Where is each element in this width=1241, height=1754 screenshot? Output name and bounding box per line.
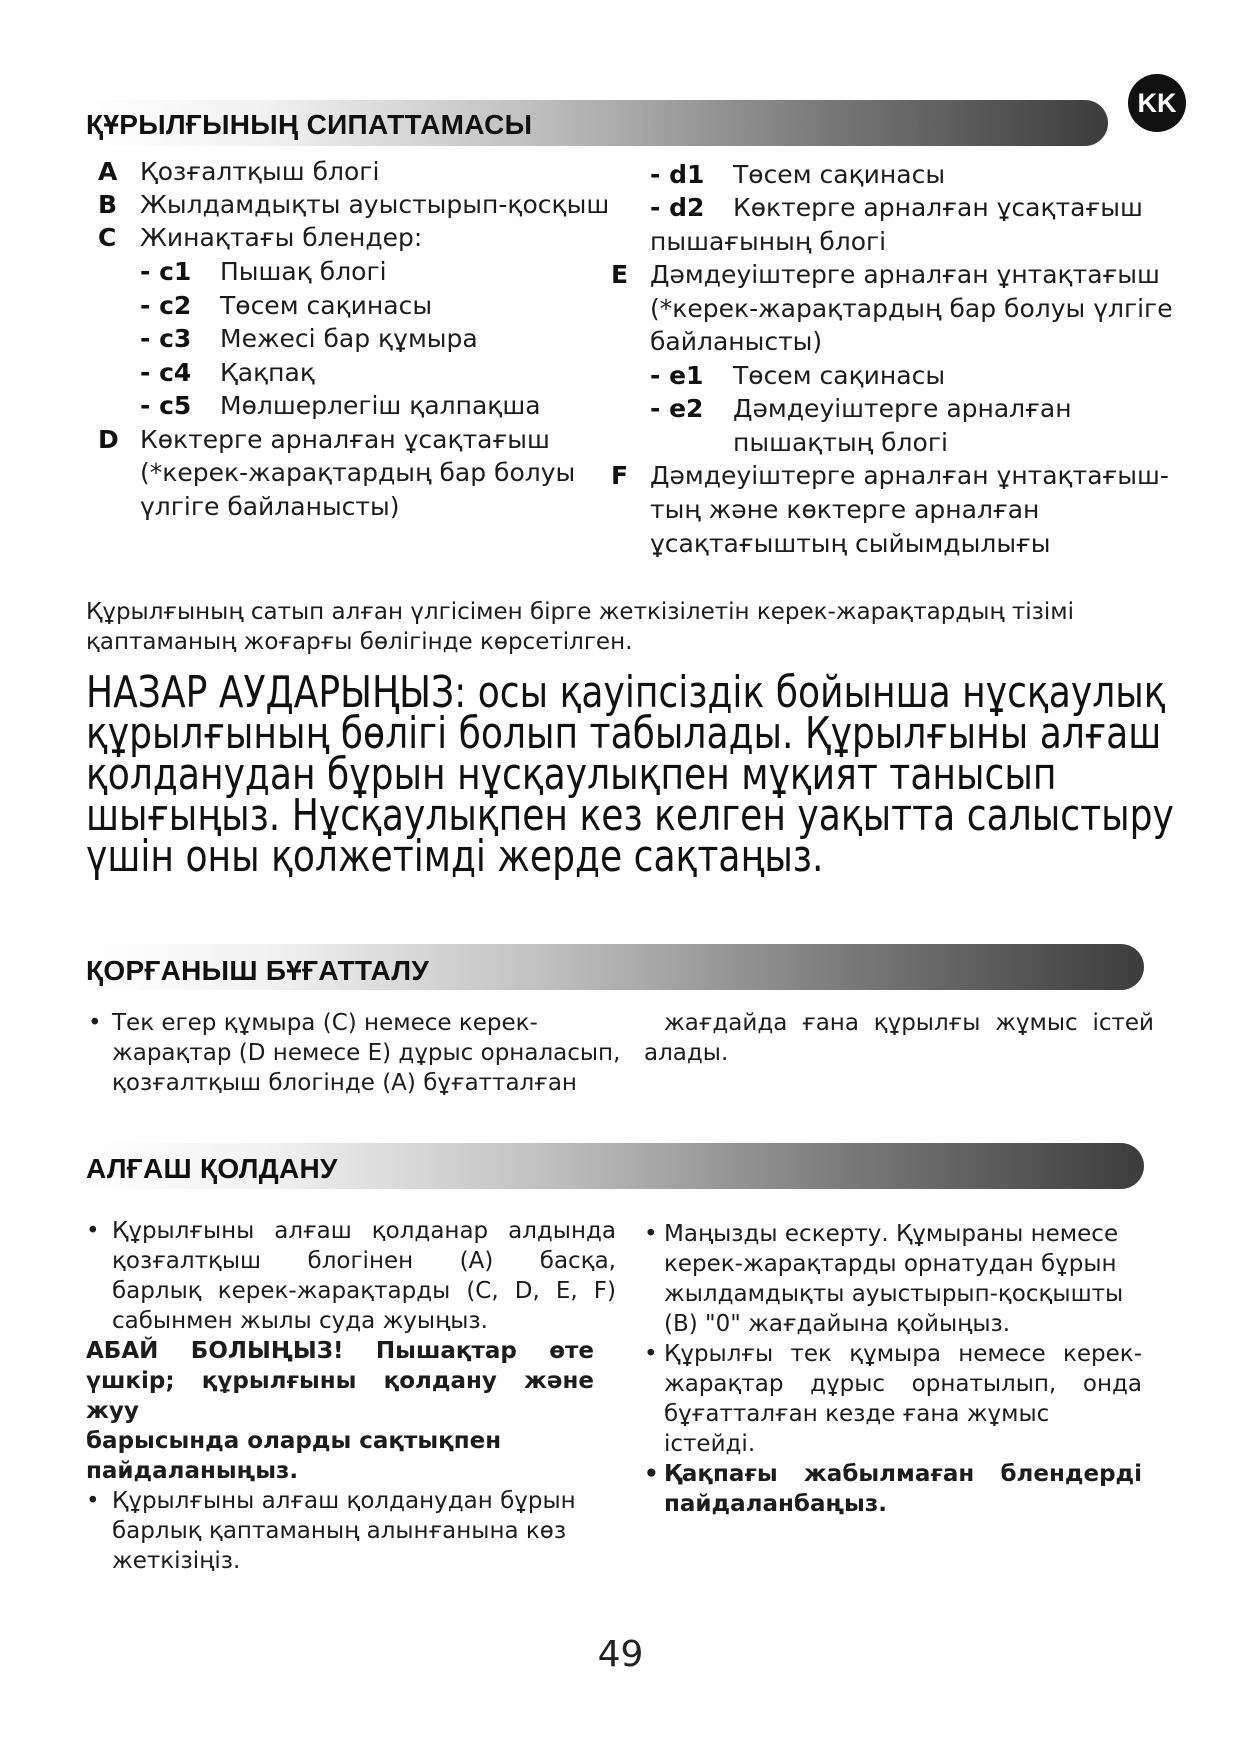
item-d2-line1: Көктерге арналған ұсақтағыш [733, 193, 1143, 222]
bullet: • [86, 1488, 100, 1514]
key-c5: - c5 [140, 391, 192, 420]
key-F: F [611, 461, 629, 490]
warning-line2: құрылғының бөлігі болып табылады. Құрылғыны алғаш [86, 708, 1162, 759]
warning-line4: шығыңыз. Нұсқаулықпен кез келген уақытта салыстыру [86, 790, 1174, 841]
item-c5: Мөлшерлегіш қалпақша [220, 391, 541, 420]
key-c2: - c2 [140, 291, 192, 320]
caution-line1: АБАЙ БОЛЫҢЫЗ! Пышақтар өте [86, 1338, 594, 1364]
protection-line1: Тек егер құмыра (С) немесе керек- [112, 1010, 538, 1036]
first-use-r1-line2: керек-жарақтарды орнатудан бұрын [664, 1251, 1117, 1277]
protection-line4: жағдайда ғана құрылғы жұмыс істей [664, 1010, 1154, 1036]
key-D: D [98, 425, 119, 454]
section-title-protection: ҚОРҒАНЫШ БҰҒАТТАЛУ [86, 955, 430, 986]
item-e1: Төсем сақинасы [733, 361, 946, 390]
key-d2: - d2 [650, 193, 705, 222]
item-c2: Төсем сақинасы [220, 291, 433, 320]
item-F-line3: ұсақтағыштың сыйымдылығы [650, 529, 1051, 558]
item-D-line1: Көктерге арналған ұсақтағыш [140, 425, 550, 454]
accessories-note-line2: қаптаманың жоғарғы бөлігінде көрсетілген. [86, 629, 633, 655]
key-d1: - d1 [650, 160, 705, 189]
item-D-line2: (*керек-жарақтардың бар болуы [140, 458, 576, 487]
first-use-p1-line2: қозғалтқыш блогінен (А) басқа, [112, 1248, 616, 1274]
item-E-line3: байланысты) [650, 327, 823, 356]
item-D-line3: үлгіге байланысты) [140, 492, 400, 521]
section-title-first-use: АЛҒАШ ҚОЛДАНУ [86, 1153, 338, 1184]
warning-line3: қолданудан бұрын нұсқаулықпен мұқият танысып [86, 749, 1057, 800]
first-use-r3-line1: Қақпағы жабылмаған блендерді [664, 1461, 1142, 1487]
accessories-note-line1: Құрылғының сатып алған үлгісімен бірге жеткізілетін керек-жарақтардың тізімі [86, 599, 1075, 625]
protection-right-text [644, 1008, 1154, 1068]
key-C: C [98, 223, 117, 252]
first-use-p1-line4: сабынмен жылы суда жуыңыз. [112, 1308, 488, 1334]
item-d2-line2: пышағының блогі [650, 227, 887, 256]
first-use-p1-line3: барлық керек-жарақтарды (С, D, E, F) [112, 1278, 616, 1304]
first-use-p2-line1: Құрылғыны алғаш қолданудан бұрын [112, 1488, 576, 1514]
item-c3: Межесі бар құмыра [220, 324, 478, 353]
key-A: A [98, 157, 118, 186]
warning-line1: НАЗАР АУДАРЫҢЫЗ: осы қауіпсіздік бойынша нұсқаулық [86, 667, 1166, 718]
first-use-left [86, 1216, 616, 1576]
first-use-r2-line2: жарақтар дұрыс орнатылып, онда [664, 1371, 1142, 1397]
first-use-r1-line1: Маңызды ескерту. Құмыраны немесе [664, 1221, 1119, 1247]
first-use-r1-line3: жылдамдықты ауыстырып-қосқышты [664, 1281, 1124, 1307]
bullet: • [644, 1461, 659, 1487]
first-use-right [644, 1219, 1164, 1519]
bullet: • [86, 1218, 100, 1244]
item-c4: Қақпақ [220, 358, 315, 387]
key-e2: - e2 [650, 394, 704, 423]
section-title-description: ҚҰРЫЛҒЫНЫҢ СИПАТТАМАСЫ [86, 109, 533, 140]
first-use-r2-line3: бұғатталған кезде ғана жұмыс істейді. [664, 1401, 1050, 1457]
bullet: • [88, 1010, 102, 1036]
item-F-line1: Дәмдеуіштерге арналған ұнтақтағыш- [650, 461, 1169, 490]
first-use-p2-line2: барлық қаптаманың алынғанына көз [112, 1518, 567, 1544]
first-use-r1-line4: (В) "0" жағдайына қойыңыз. [664, 1311, 1011, 1337]
protection-left-text [88, 1008, 642, 1098]
key-E: E [611, 260, 629, 289]
item-C: Жинақтағы блендер: [140, 223, 423, 252]
protection-line3: қозғалтқыш блогінде (А) бұғатталған [112, 1070, 577, 1096]
item-c1: Пышақ блогі [220, 257, 387, 286]
item-F-line2: тың және көктерге арналған [650, 495, 1040, 524]
bullet: • [644, 1221, 658, 1247]
caution-line2: үшкір; құрылғыны қолдану және жуу [86, 1368, 594, 1424]
key-c1: - c1 [140, 257, 192, 286]
first-use-r3-line2: пайдаланбаңыз. [664, 1491, 887, 1517]
item-E-line2: (*керек-жарақтардың бар болуы үлгіге [650, 294, 1173, 323]
first-use-p2-line3: жеткізіңіз. [112, 1548, 241, 1574]
warning-line5: үшін оны қолжетімді жерде сақтаңыз. [86, 831, 824, 882]
item-B: Жылдамдықты ауыстырып-қосқыш [140, 190, 610, 219]
caution-line4: пайдаланыңыз. [86, 1458, 299, 1484]
language-badge: KK [1128, 74, 1186, 132]
item-e2-line1: Дәмдеуіштерге арналған [733, 394, 1072, 423]
accessories-note [86, 597, 1186, 657]
safety-warning [86, 667, 1174, 882]
item-d1: Төсем сақинасы [733, 160, 946, 189]
protection-line5: алады. [644, 1040, 729, 1066]
bullet: • [644, 1341, 658, 1367]
item-A: Қозғалтқыш блогі [140, 157, 380, 186]
key-c4: - c4 [140, 358, 192, 387]
first-use-p1-line1: Құрылғыны алғаш қолданар алдында [112, 1218, 616, 1244]
first-use-r2-line1: Құрылғы тек құмыра немесе керек- [664, 1341, 1142, 1367]
item-E-line1: Дәмдеуіштерге арналған ұнтақтағыш [650, 260, 1160, 289]
caution-line3: барысында оларды сақтықпен [86, 1428, 502, 1454]
protection-line2: жарақтар (D немесе Е) дұрыс орналасып, [112, 1040, 621, 1066]
page-number: 49 [597, 1634, 644, 1675]
key-c3: - c3 [140, 324, 192, 353]
item-e2-line2: пышақтың блогі [733, 428, 948, 457]
key-B: B [98, 190, 118, 219]
key-e1: - e1 [650, 361, 704, 390]
